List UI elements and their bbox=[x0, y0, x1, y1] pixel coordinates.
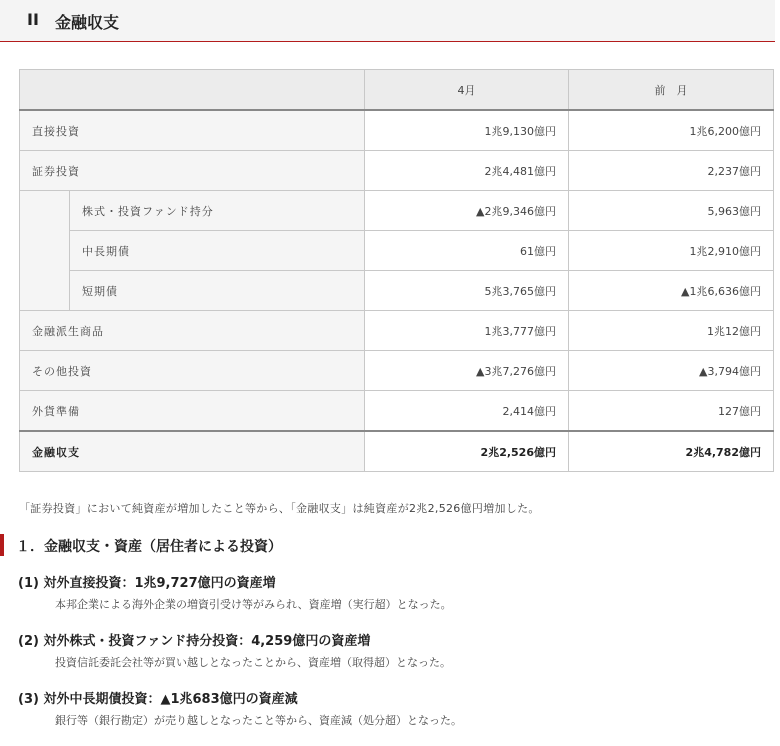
previous-value: ▲3,794億円 bbox=[569, 351, 774, 391]
item-title: (3) 対外中長期債投資：▲1兆683億円の資産減 bbox=[18, 692, 298, 707]
table-row bbox=[20, 231, 774, 271]
previous-value: 1兆6,200億円 bbox=[569, 110, 774, 151]
table-row bbox=[20, 311, 774, 351]
header-item bbox=[20, 70, 365, 111]
april-value: 61億円 bbox=[365, 231, 569, 271]
total-label: 金融収支 bbox=[20, 431, 365, 472]
header-previous-month: 前 月 bbox=[569, 70, 774, 111]
row-label: 証券投資 bbox=[20, 151, 365, 191]
previous-value: 5,963億円 bbox=[569, 191, 774, 231]
item-body: 銀行等（銀行勘定）が売り越しとなったこと等から、資産減（処分超）となった。 bbox=[55, 714, 462, 727]
april-value: 1兆9,130億円 bbox=[365, 110, 569, 151]
item-body: 投資信託委託会社等が買い越しとなったことから、資産増（取得超）となった。 bbox=[55, 656, 451, 669]
total-previous-value: 2兆4,782億円 bbox=[569, 431, 774, 472]
financial-account-table bbox=[19, 69, 774, 472]
april-value: 1兆3,777億円 bbox=[365, 311, 569, 351]
subheading-text: １．金融収支・資産（居住者による投資） bbox=[16, 539, 282, 555]
row-label: 外貨準備 bbox=[20, 391, 365, 432]
total-april-value: 2兆2,526億円 bbox=[365, 431, 569, 472]
row-label: その他投資 bbox=[20, 351, 365, 391]
table-header-row bbox=[20, 70, 774, 111]
item-title: (2) 対外株式・投資ファンド持分投資：4,259億円の資産増 bbox=[18, 634, 371, 649]
table-row bbox=[20, 391, 774, 432]
item-title: (1) 対外直接投資：1兆9,727億円の資産増 bbox=[18, 576, 276, 591]
row-label: 株式・投資ファンド持分 bbox=[70, 191, 365, 231]
section-header bbox=[0, 0, 775, 42]
previous-value: 1兆2,910億円 bbox=[569, 231, 774, 271]
row-label: 金融派生商品 bbox=[20, 311, 365, 351]
april-value: 5兆3,765億円 bbox=[365, 271, 569, 311]
summary-text: 「証券投資」において純資産が増加したこと等から、「金融収支」は純資産が2兆2,526億円増加した。 bbox=[19, 502, 540, 515]
table-row bbox=[20, 110, 774, 151]
row-label: 直接投資 bbox=[20, 110, 365, 151]
header-april: 4月 bbox=[365, 70, 569, 111]
table-row bbox=[20, 351, 774, 391]
table-row bbox=[20, 151, 774, 191]
previous-value: ▲1兆6,636億円 bbox=[569, 271, 774, 311]
table-row bbox=[20, 271, 774, 311]
april-value: 2,414億円 bbox=[365, 391, 569, 432]
previous-value: 127億円 bbox=[569, 391, 774, 432]
row-label: 中長期債 bbox=[70, 231, 365, 271]
previous-value: 1兆12億円 bbox=[569, 311, 774, 351]
row-label: 短期債 bbox=[70, 271, 365, 311]
table-row bbox=[20, 191, 774, 231]
item-body: 本邦企業による海外企業の増資引受け等がみられ、資産増（実行超）となった。 bbox=[55, 598, 452, 611]
april-value: 2兆4,481億円 bbox=[365, 151, 569, 191]
subheading-accent-bar bbox=[0, 534, 4, 556]
section-number: II bbox=[27, 10, 39, 29]
section-title: 金融収支 bbox=[55, 13, 120, 32]
table-total-row bbox=[20, 431, 774, 472]
previous-value: 2,237億円 bbox=[569, 151, 774, 191]
april-value: ▲3兆7,276億円 bbox=[365, 351, 569, 391]
indent-spacer bbox=[20, 191, 70, 311]
april-value: ▲2兆9,346億円 bbox=[365, 191, 569, 231]
